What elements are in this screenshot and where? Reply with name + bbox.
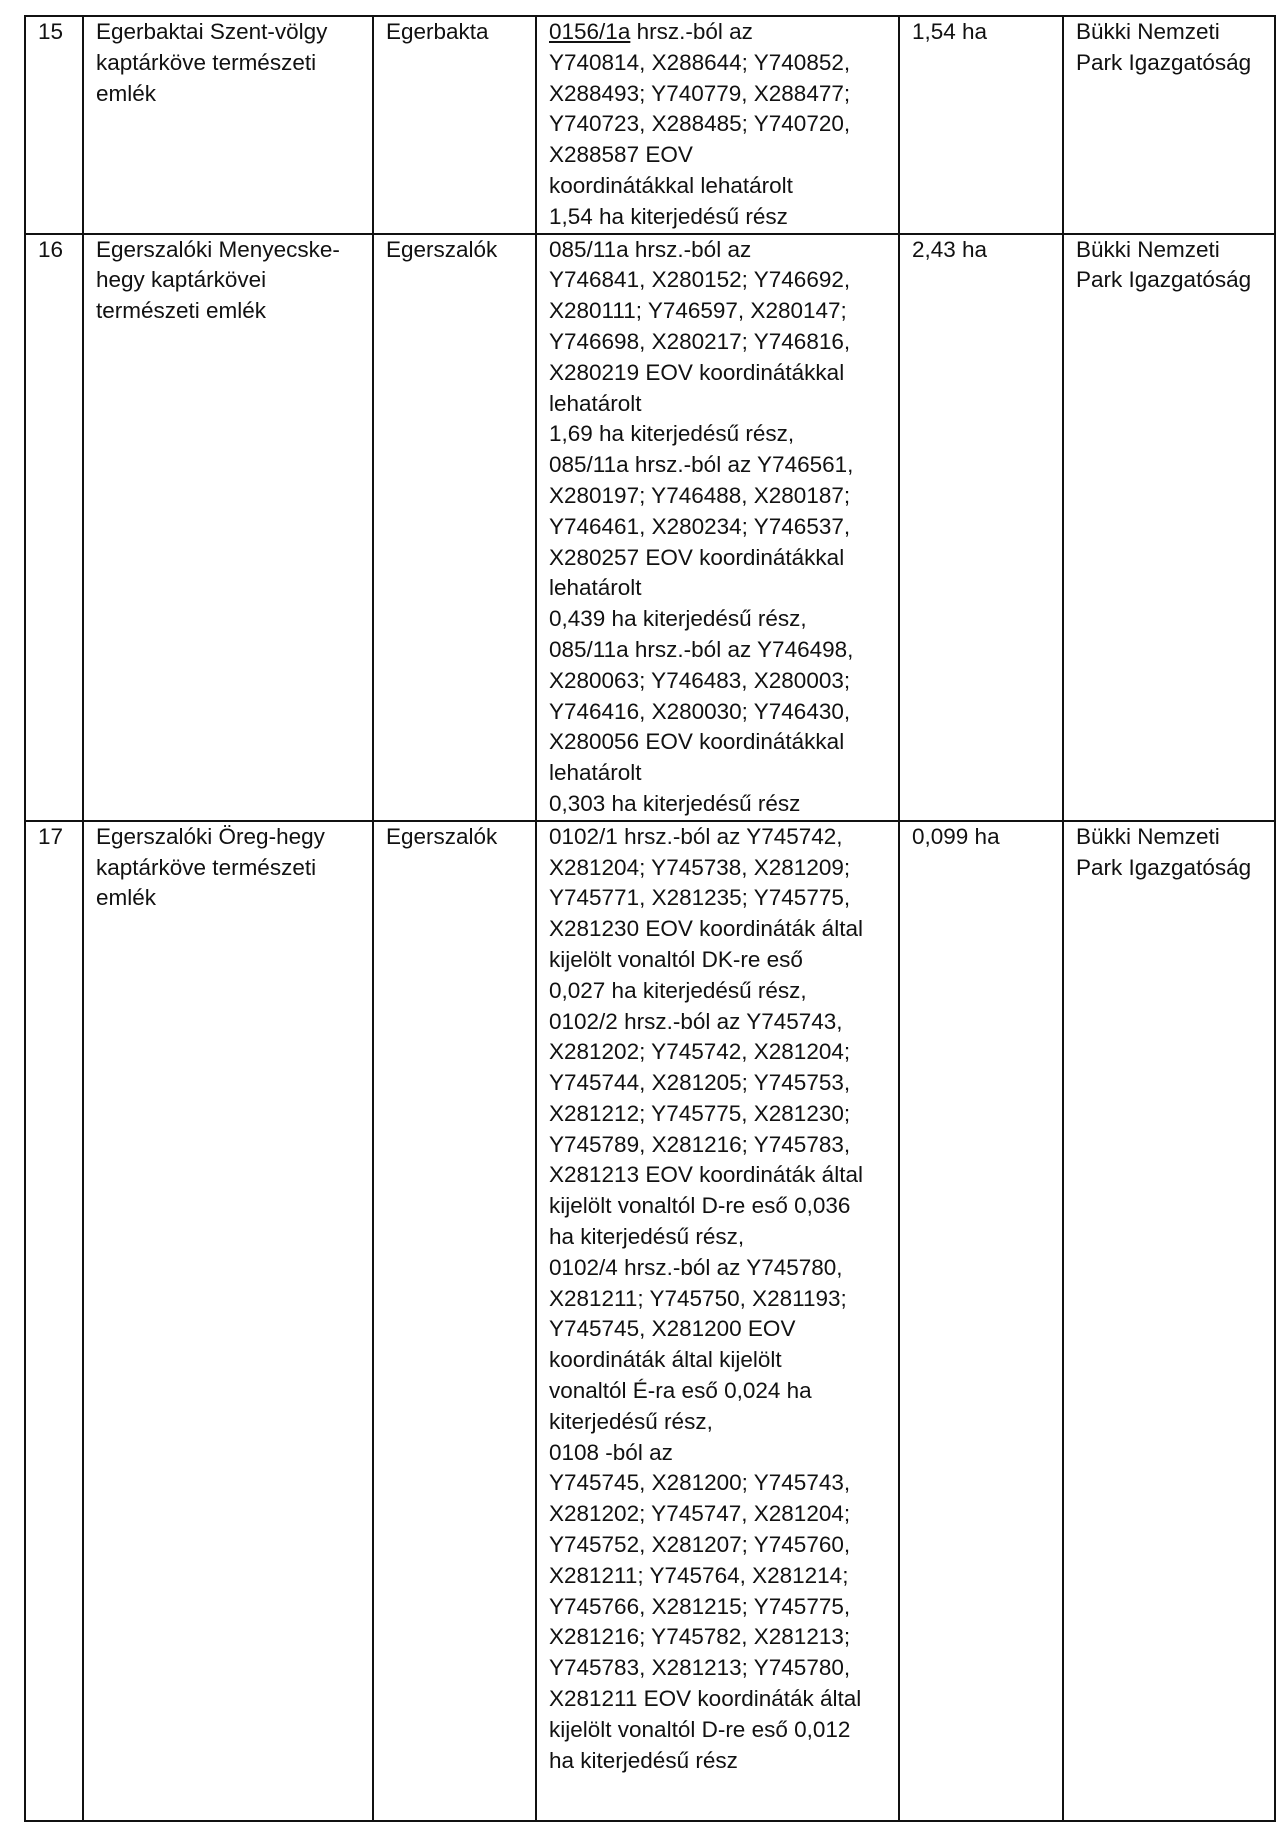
site-name: Egerbaktai Szent-völgy kaptárköve természeti emlék (83, 16, 373, 234)
boundary-description: hrsz.-ból az Y740814, X288644; Y740852, X288493; Y740779, X288477; Y740723, X288485; Y740720, X288587 EOV koordinátákkal lehatárolt 1,54 ha kiterjedésű rész (549, 19, 851, 229)
row-number: 16 (25, 234, 83, 821)
boundary-description: 085/11a hrsz.-ból az Y746841, X280152; Y746692, X280111; Y746597, X280147; Y746698, X280217; Y746816, X280219 EOV koordinátákkal lehatárolt 1,69 ha kiterjedésű rész, 085/11a hrsz.-ból az Y746561, X280197; Y746488, X280187; Y746461, X280234; Y746537, X280257 EOV koordinátákkal lehatárolt 0,439 ha kiterjedésű rész, 085/11a hrsz.-ból az Y746498, X280063; Y746483, X280003; Y746416, X280030; Y746430, X280056 EOV koordinátákkal lehatárolt 0,303 ha kiterjedésű rész (536, 234, 899, 821)
protected-sites-table (24, 15, 1276, 1822)
table-row (25, 821, 1275, 1821)
managing-authority: Bükki Nemzeti Park Igazgatóság (1063, 821, 1275, 1821)
table-row (25, 16, 1275, 234)
managing-authority: Bükki Nemzeti Park Igazgatóság (1063, 16, 1275, 234)
row-number: 15 (25, 16, 83, 234)
site-name: Egerszalóki Menyecske-hegy kaptárkövei természeti emlék (83, 234, 373, 821)
site-name: Egerszalóki Öreg-hegy kaptárköve természeti emlék (83, 821, 373, 1821)
parcel-number: 0156/1a (549, 19, 631, 44)
settlement: Egerszalók (373, 234, 536, 821)
boundary-description: 0102/1 hrsz.-ból az Y745742, X281204; Y745738, X281209; Y745771, X281235; Y745775, X281230 EOV koordináták által kijelölt vonaltól DK-re eső 0,027 ha kiterjedésű rész, 0102/2 hrsz.-ból az Y745743, X281202; Y745742, X281204; Y745744, X281205; Y745753, X281212; Y745775, X281230; Y745789, X281216; Y745783, X281213 EOV koordináták által kijelölt vonaltól D-re eső 0,036 ha kiterjedésű rész, 0102/4 hrsz.-ból az Y745780, X281211; Y745750, X281193; Y745745, X281200 EOV koordináták által kijelölt vonaltól É-ra eső 0,024 ha kiterjedésű rész, 0108 -ból az Y745745, X281200; Y745743, X281202; Y745747, X281204; Y745752, X281207; Y745760, X281211; Y745764, X281214; Y745766, X281215; Y745775, X281216; Y745782, X281213; Y745783, X281213; Y745780, X281211 EOV koordináták által kijelölt vonaltól D-re eső 0,012 ha kiterjedésű rész (536, 821, 899, 1821)
row-number: 17 (25, 821, 83, 1821)
parcel-description (536, 16, 899, 234)
settlement: Egerbakta (373, 16, 536, 234)
area: 0,099 ha (899, 821, 1063, 1821)
settlement: Egerszalók (373, 821, 536, 1821)
area: 1,54 ha (899, 16, 1063, 234)
table-row (25, 234, 1275, 821)
area: 2,43 ha (899, 234, 1063, 821)
managing-authority: Bükki Nemzeti Park Igazgatóság (1063, 234, 1275, 821)
